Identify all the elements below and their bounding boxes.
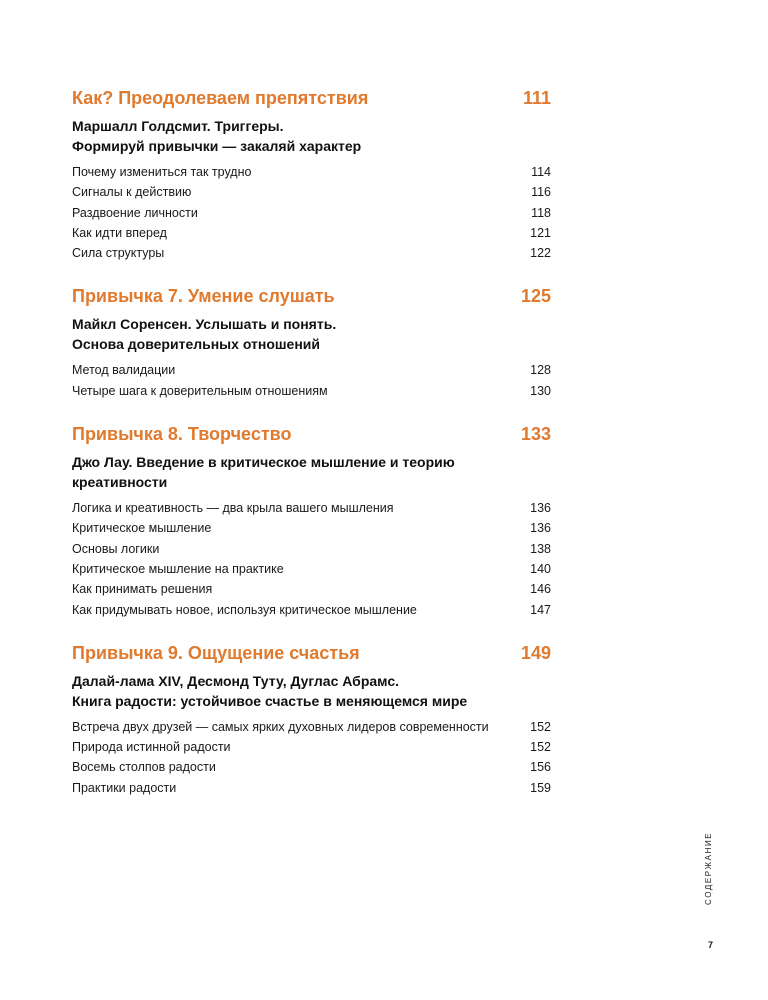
chapter-page-number: 152 <box>530 719 551 734</box>
toc-part <box>72 422 551 620</box>
chapter-entry[interactable] <box>72 223 551 243</box>
chapter-entry[interactable] <box>72 381 551 401</box>
chapter-page-number: 156 <box>530 760 551 775</box>
book-title-line: Основа доверительных отношений <box>72 336 321 353</box>
chapter-page-number: 136 <box>530 521 551 536</box>
part-page-number: 125 <box>520 286 551 307</box>
chapter-page-number: 138 <box>530 541 551 556</box>
book-title-line: Далай-лама XIV, Десмонд Туту, Дуглас Абрамс. <box>72 672 400 689</box>
chapter-entry[interactable] <box>72 360 551 380</box>
chapter-entry[interactable] <box>72 539 551 559</box>
chapter-title: Как принимать решения <box>72 582 213 597</box>
page-number: 7 <box>708 940 714 950</box>
chapter-page-number: 152 <box>530 740 551 755</box>
chapter-list <box>72 162 551 263</box>
chapter-title: Четыре шага к доверительным отношениям <box>72 383 328 398</box>
chapter-page-number: 146 <box>530 582 551 597</box>
chapter-page-number: 118 <box>531 205 551 220</box>
book-title-line: Джо Лау. Введение в критическое мышление и теорию <box>72 454 455 471</box>
chapter-page-number: 140 <box>530 561 551 576</box>
running-section-label: СОДЕРЖАНИЕ <box>704 831 713 905</box>
part-title: Привычка 8. Творчество <box>72 424 292 445</box>
chapter-page-number: 159 <box>530 780 551 795</box>
part-title: Привычка 7. Умение слушать <box>72 286 335 307</box>
chapter-title: Сигналы к действию <box>72 185 192 200</box>
chapter-entry[interactable] <box>72 737 551 757</box>
toc-part <box>72 284 551 401</box>
book-title-line: Маршалл Голдсмит. Триггеры. <box>72 118 284 134</box>
chapter-entry[interactable] <box>72 243 551 263</box>
book-title <box>72 314 551 354</box>
part-page-number: 133 <box>520 424 551 445</box>
chapter-list <box>72 498 551 620</box>
chapter-entry[interactable] <box>72 559 551 579</box>
book-title <box>72 116 551 156</box>
chapter-page-number: 147 <box>530 602 551 617</box>
book-title-line: креативности <box>72 474 168 491</box>
table-of-contents <box>72 86 551 819</box>
chapter-entry[interactable] <box>72 757 551 777</box>
chapter-title: Критическое мышление <box>72 521 212 536</box>
part-page-number: 149 <box>520 642 551 663</box>
chapter-entry[interactable] <box>72 498 551 518</box>
chapter-entry[interactable] <box>72 778 551 798</box>
chapter-page-number: 136 <box>530 501 551 516</box>
book-title <box>72 671 551 711</box>
toc-part <box>72 86 551 263</box>
part-heading[interactable] <box>72 86 551 110</box>
chapter-title: Встреча двух друзей — самых ярких духовных лидеров современности <box>72 719 489 734</box>
chapter-title: Восемь столпов радости <box>72 760 216 775</box>
part-page-number: 111 <box>522 88 551 108</box>
chapter-title: Логика и креативность — два крыла вашего мышления <box>72 501 394 516</box>
toc-part <box>72 641 551 798</box>
chapter-page-number: 121 <box>530 225 551 240</box>
chapter-entry[interactable] <box>72 579 551 599</box>
chapter-list <box>72 360 551 401</box>
book-title <box>72 452 551 492</box>
part-heading[interactable] <box>72 284 551 308</box>
chapter-title: Как идти вперед <box>72 225 167 240</box>
book-title-line: Книга радости: устойчивое счастье в меняющемся мире <box>72 692 468 709</box>
part-heading[interactable] <box>72 641 551 665</box>
chapter-entry[interactable] <box>72 717 551 737</box>
chapter-list <box>72 717 551 798</box>
chapter-title: Метод валидации <box>72 363 176 378</box>
chapter-title: Основы логики <box>72 541 160 556</box>
chapter-title: Почему измениться так трудно <box>72 165 252 179</box>
book-title-line: Формируй привычки — закаляй характер <box>72 138 362 154</box>
chapter-entry[interactable] <box>72 162 551 182</box>
part-title: Как? Преодолеваем препятствия <box>72 88 369 108</box>
chapter-page-number: 116 <box>531 185 551 200</box>
chapter-title: Практики радости <box>72 780 177 795</box>
chapter-entry[interactable] <box>72 182 551 202</box>
chapter-page-number: 122 <box>530 246 551 261</box>
part-title: Привычка 9. Ощущение счастья <box>72 642 360 663</box>
chapter-page-number: 130 <box>530 383 551 398</box>
chapter-page-number: 114 <box>531 165 551 179</box>
chapter-title: Сила структуры <box>72 246 165 261</box>
chapter-title: Критическое мышление на практике <box>72 561 284 576</box>
chapter-page-number: 128 <box>530 363 551 378</box>
chapter-entry[interactable] <box>72 600 551 620</box>
chapter-title: Раздвоение личности <box>72 205 198 220</box>
chapter-entry[interactable] <box>72 203 551 223</box>
part-heading[interactable] <box>72 422 551 446</box>
chapter-entry[interactable] <box>72 518 551 538</box>
book-title-line: Майкл Соренсен. Услышать и понять. <box>72 316 337 333</box>
chapter-title: Как придумывать новое, используя критическое мышление <box>72 602 417 617</box>
chapter-title: Природа истинной радости <box>72 740 231 755</box>
